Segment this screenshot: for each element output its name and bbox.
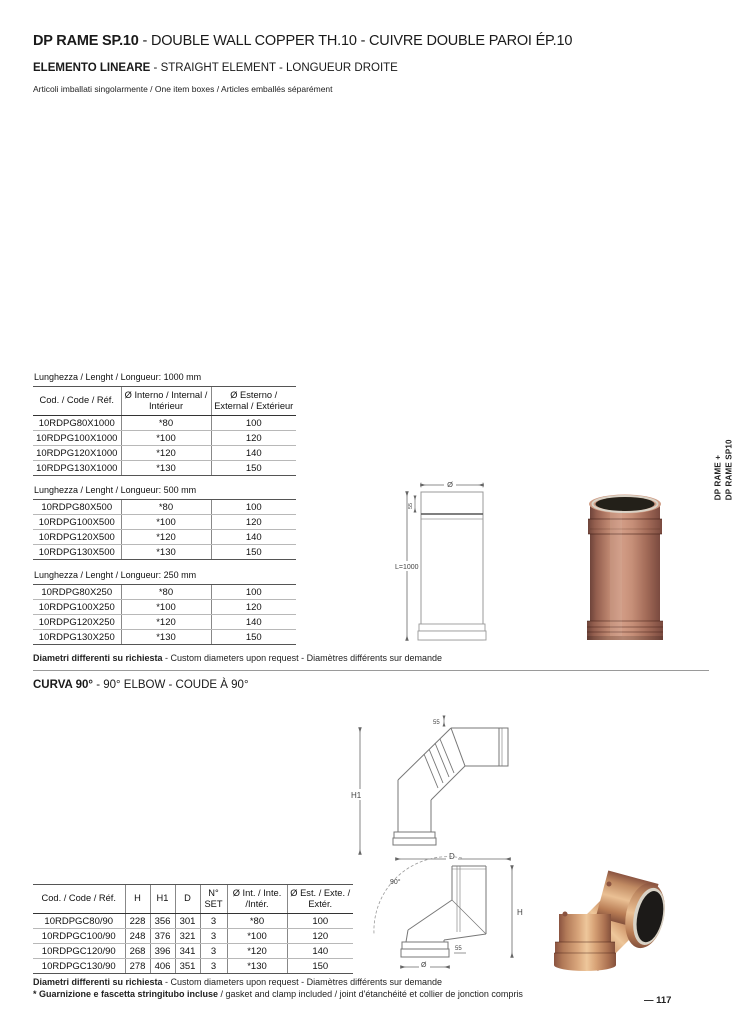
bottom-notes xyxy=(33,976,523,1000)
table-row: 10RDPG80X1000 *80 100 xyxy=(33,416,296,431)
table-row: 10RDPG100X250 *100 120 xyxy=(33,600,296,615)
dim-h-label: H xyxy=(517,908,523,917)
section-heading-elbow: CURVA 90° - 90° ELBOW - COUDE À 90° xyxy=(33,679,249,691)
elbow-drawing-front xyxy=(350,712,515,867)
dim-diameter-label: Ø xyxy=(447,480,453,489)
page-title-bold: DP RAME SP.10 xyxy=(33,33,139,49)
col-header-d: D xyxy=(175,885,200,914)
table-row: 10RDPG130X500 *130 150 xyxy=(33,545,296,560)
table-row: 10RDPG100X500 *100 120 xyxy=(33,515,296,530)
table-row: 10RDPGC100/90 248 376 321 3 *100 120 xyxy=(33,929,353,944)
straight-table-250 xyxy=(33,584,296,645)
straight-table-500 xyxy=(33,499,296,560)
dim-thickness-label: 55 xyxy=(408,502,414,509)
page-title xyxy=(33,33,572,49)
table-row: 10RDPG130X250 *130 150 xyxy=(33,630,296,645)
table-header-row xyxy=(33,387,296,416)
col-header-code: Cod. / Code / Réf. xyxy=(33,387,121,416)
straight-pipe-photo xyxy=(566,486,684,654)
dim-h1-label: H1 xyxy=(351,791,362,800)
table-block-1000 xyxy=(33,372,296,476)
table-row: 10RDPG120X500 *120 140 xyxy=(33,530,296,545)
col-header-code: Cod. / Code / Réf. xyxy=(33,885,125,914)
packing-note: Articoli imballati singolarmente / One item boxes / Articles emballés séparément xyxy=(33,84,333,94)
table-row: 10RDPG80X250 *80 100 xyxy=(33,585,296,600)
elbow-table xyxy=(33,884,353,974)
table-block-elbow xyxy=(33,884,353,974)
custom-diameters-note: Diametri differenti su richiesta - Custom diameters upon request - Diamètres différents sur demande xyxy=(33,653,443,663)
table-row: 10RDPGC120/90 268 396 341 3 *120 140 xyxy=(33,944,353,959)
table-row: 10RDPG100X1000 *100 120 xyxy=(33,431,296,446)
col-header-outer-dia: Ø Est. / Exte. / Extér. xyxy=(287,885,353,914)
elbow-drawing-side xyxy=(366,854,528,976)
section-divider xyxy=(33,670,709,671)
section-heading-straight: ELEMENTO LINEARE - STRAIGHT ELEMENT - LONGUEUR DROITE xyxy=(33,62,398,74)
table-block-500 xyxy=(33,485,296,560)
straight-pipe-drawing xyxy=(393,478,498,650)
table-row: 10RDPG80X500 *80 100 xyxy=(33,500,296,515)
table-label-250: Lunghezza / Lenght / Longueur: 250 mm xyxy=(34,570,197,580)
table-block-250 xyxy=(33,570,296,645)
dim-diameter-label-2: Ø xyxy=(421,962,427,969)
col-header-nset: N° SET xyxy=(200,885,227,914)
col-header-inner-dia: Ø Int. / Inte. /Intér. xyxy=(227,885,287,914)
dim-d-label: D xyxy=(449,852,455,861)
custom-diameters-note-elbow: Diametri differenti su richiesta - Custom diameters upon request - Diamètres différents sur demande xyxy=(33,977,443,987)
col-header-outer-dia: Ø Esterno / External / Extérieur xyxy=(211,387,296,416)
gasket-note: * Guarnizione e fascetta stringitubo incluse / gasket and clamp included / joint d'étanchéité et collier de jonction compris xyxy=(33,989,523,999)
dim-angle-label: 90° xyxy=(390,879,401,886)
page-number: — 117 xyxy=(644,995,672,1006)
col-header-h: H xyxy=(125,885,150,914)
dim-55-label-2: 55 xyxy=(455,946,462,952)
elbow-photo xyxy=(543,858,688,986)
table-row: 10RDPGC80/90 228 356 301 3 *80 100 xyxy=(33,914,353,929)
side-tab-text: DP RAME + DP RAME SP10 xyxy=(713,439,733,501)
table-label-1000: Lunghezza / Lenght / Longueur: 1000 mm xyxy=(34,372,202,382)
table-row: 10RDPG120X250 *120 140 xyxy=(33,615,296,630)
table-row: 10RDPG130X1000 *130 150 xyxy=(33,461,296,476)
dim-length-label: L=1000 xyxy=(395,564,419,571)
col-header-inner-dia: Ø Interno / Internal / Intérieur xyxy=(121,387,211,416)
table-row: 10RDPG120X1000 *120 140 xyxy=(33,446,296,461)
table-row: 10RDPGC130/90 278 406 351 3 *130 150 xyxy=(33,959,353,974)
page-title-rest: - DOUBLE WALL COPPER TH.10 - CUIVRE DOUBLE PAROI ÉP.10 xyxy=(138,33,573,49)
side-tab xyxy=(688,420,742,520)
dim-55-label: 55 xyxy=(433,720,440,726)
straight-table-1000 xyxy=(33,386,296,476)
table-label-500: Lunghezza / Lenght / Longueur: 500 mm xyxy=(34,485,197,495)
col-header-h1: H1 xyxy=(150,885,175,914)
table-header-row xyxy=(33,885,353,914)
